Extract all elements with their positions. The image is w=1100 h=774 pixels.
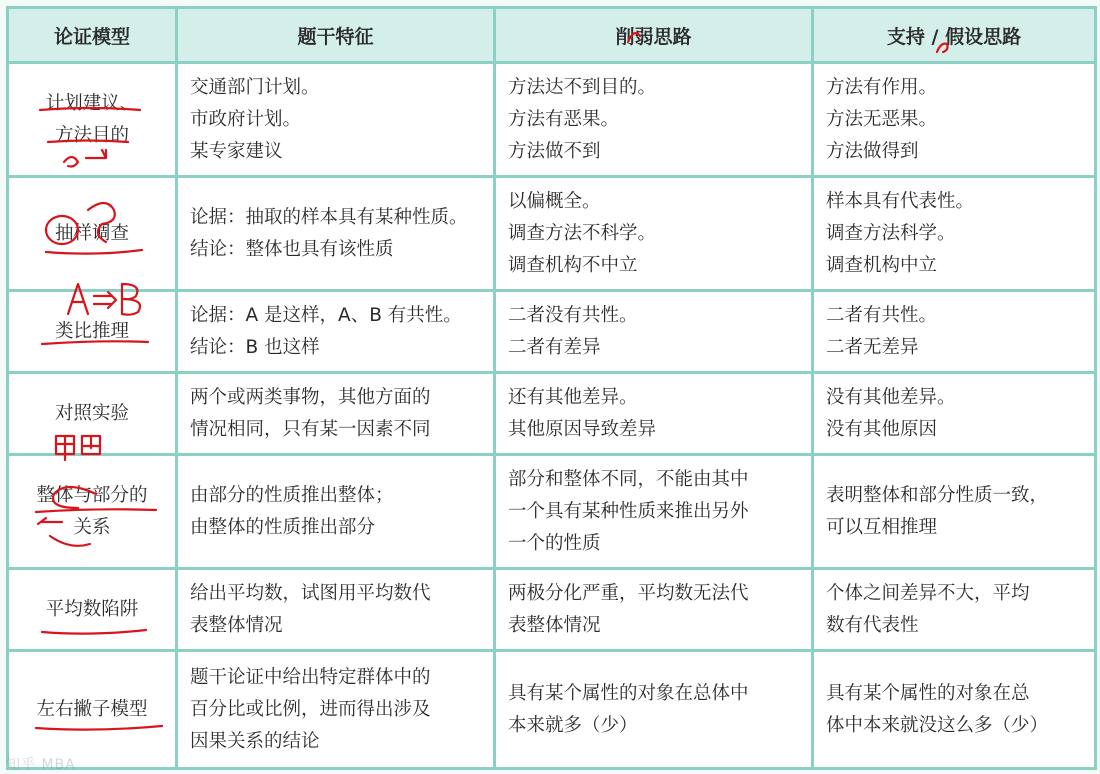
- cell-line: 情况相同，只有某一因素不同: [190, 418, 431, 440]
- features-cell: [177, 177, 495, 291]
- cell-line: 关系: [73, 516, 111, 538]
- header-row: [8, 8, 1096, 63]
- features-cell: [177, 63, 495, 177]
- weaken-cell: [495, 455, 813, 569]
- cell-line: 还有其他差异。: [508, 386, 638, 408]
- features-cell: [177, 291, 495, 373]
- table-row: [8, 569, 1096, 651]
- model-cell: [8, 569, 177, 651]
- model-cell: [8, 63, 177, 177]
- cell-line: 调查机构中立: [826, 254, 938, 276]
- cell-line: 交通部门计划。: [190, 76, 320, 98]
- cell-line: 具有某个属性的对象在总: [826, 682, 1030, 704]
- cell-line: 表明整体和部分性质一致，: [826, 484, 1049, 506]
- cell-line: 一个的性质: [508, 532, 601, 554]
- table-frame: [6, 6, 1094, 768]
- cell-line: 体中本来就没这么多（少）: [826, 714, 1049, 736]
- cell-line: 样本具有代表性。: [826, 190, 975, 212]
- model-cell: [8, 373, 177, 455]
- weaken-cell: [495, 569, 813, 651]
- cell-line: 具有某个属性的对象在总体中: [508, 682, 749, 704]
- header-stem-features: 题干特征: [177, 8, 495, 63]
- cell-line: 一个具有某种性质来推出另外: [508, 500, 749, 522]
- cell-line: 调查方法不科学。: [508, 222, 657, 244]
- header-argument-model: 论证模型: [8, 8, 177, 63]
- features-cell: [177, 373, 495, 455]
- cell-line: 平均数陷阱: [45, 598, 139, 620]
- cell-line: 由整体的性质推出部分: [190, 516, 376, 538]
- support-cell: [813, 569, 1096, 651]
- cell-line: 两个或两类事物，其他方面的: [190, 386, 431, 408]
- weaken-cell: [495, 291, 813, 373]
- cell-line: 方法有作用。: [826, 76, 938, 98]
- cell-line: 表整体情况: [508, 614, 601, 636]
- cell-line: 没有其他原因: [826, 418, 938, 440]
- cell-line: 数有代表性: [826, 614, 919, 636]
- model-cell: [8, 651, 177, 769]
- features-cell: [177, 455, 495, 569]
- cell-line: 部分和整体不同，不能由其中: [508, 468, 749, 490]
- cell-line: 调查方法科学。: [826, 222, 956, 244]
- support-cell: [813, 63, 1096, 177]
- model-cell: [8, 177, 177, 291]
- watermark: 知乎 MBA: [6, 757, 76, 773]
- cell-line: 给出平均数，试图用平均数代: [190, 582, 431, 604]
- cell-line: 题干论证中给出特定群体中的: [190, 666, 431, 688]
- support-cell: [813, 651, 1096, 769]
- cell-line: 方法做得到: [826, 140, 919, 162]
- cell-line: 左右撇子模型: [36, 698, 148, 720]
- cell-line: 对照实验: [54, 402, 129, 424]
- header-support-assumption-approach: 支持 / 假设思路: [813, 8, 1096, 63]
- support-cell: [813, 177, 1096, 291]
- cell-line: 方法有恶果。: [508, 108, 620, 130]
- cell-line: 由部分的性质推出整体；: [190, 484, 394, 506]
- cell-line: 二者有共性。: [826, 304, 938, 326]
- cell-line: 二者没有共性。: [508, 304, 638, 326]
- weaken-cell: [495, 373, 813, 455]
- features-cell: [177, 651, 495, 769]
- cell-line: 市政府计划。: [190, 108, 302, 130]
- cell-line: 两极分化严重，平均数无法代: [508, 582, 749, 604]
- table-row: [8, 373, 1096, 455]
- support-cell: [813, 455, 1096, 569]
- weaken-cell: [495, 177, 813, 291]
- cell-line: 本来就多（少）: [508, 714, 638, 736]
- cell-line: 表整体情况: [190, 614, 283, 636]
- features-cell: [177, 569, 495, 651]
- table-row: [8, 651, 1096, 769]
- cell-line: 论据：抽取的样本具有某种性质。: [190, 206, 468, 228]
- model-cell: [8, 291, 177, 373]
- cell-line: 没有其他差异。: [826, 386, 956, 408]
- cell-line: 类比推理: [54, 320, 129, 342]
- cell-line: 计划建议、: [45, 92, 139, 114]
- cell-line: 方法达不到目的。: [508, 76, 657, 98]
- cell-line: 百分比或比例，进而得出涉及: [190, 698, 431, 720]
- cell-line: 二者无差异: [826, 336, 919, 358]
- table-row: [8, 291, 1096, 373]
- cell-line: 方法无恶果。: [826, 108, 938, 130]
- cell-line: 结论：整体也具有该性质: [190, 238, 394, 260]
- cell-line: 论据：A 是这样，A、B 有共性。: [190, 304, 462, 326]
- table-row: [8, 63, 1096, 177]
- table-row: [8, 455, 1096, 569]
- cell-line: 以偏概全。: [508, 190, 601, 212]
- cell-line: 调查机构不中立: [508, 254, 638, 276]
- cell-line: 其他原因导致差异: [508, 418, 657, 440]
- cell-line: 方法做不到: [508, 140, 601, 162]
- header-weaken-approach: 削弱思路: [495, 8, 813, 63]
- table-row: [8, 177, 1096, 291]
- cell-line: 某专家建议: [190, 140, 283, 162]
- model-cell: [8, 455, 177, 569]
- cell-line: 可以互相推理: [826, 516, 938, 538]
- cell-line: 结论：B 也这样: [190, 336, 320, 358]
- argument-model-table: [6, 6, 1097, 770]
- cell-line: 个体之间差异不大，平均: [826, 582, 1030, 604]
- cell-line: 抽样调查: [54, 222, 129, 244]
- support-cell: [813, 291, 1096, 373]
- support-cell: [813, 373, 1096, 455]
- cell-line: 因果关系的结论: [190, 730, 320, 752]
- cell-line: 方法目的: [54, 124, 129, 146]
- cell-line: 二者有差异: [508, 336, 601, 358]
- cell-line: 整体与部分的: [36, 484, 148, 506]
- weaken-cell: [495, 651, 813, 769]
- weaken-cell: [495, 63, 813, 177]
